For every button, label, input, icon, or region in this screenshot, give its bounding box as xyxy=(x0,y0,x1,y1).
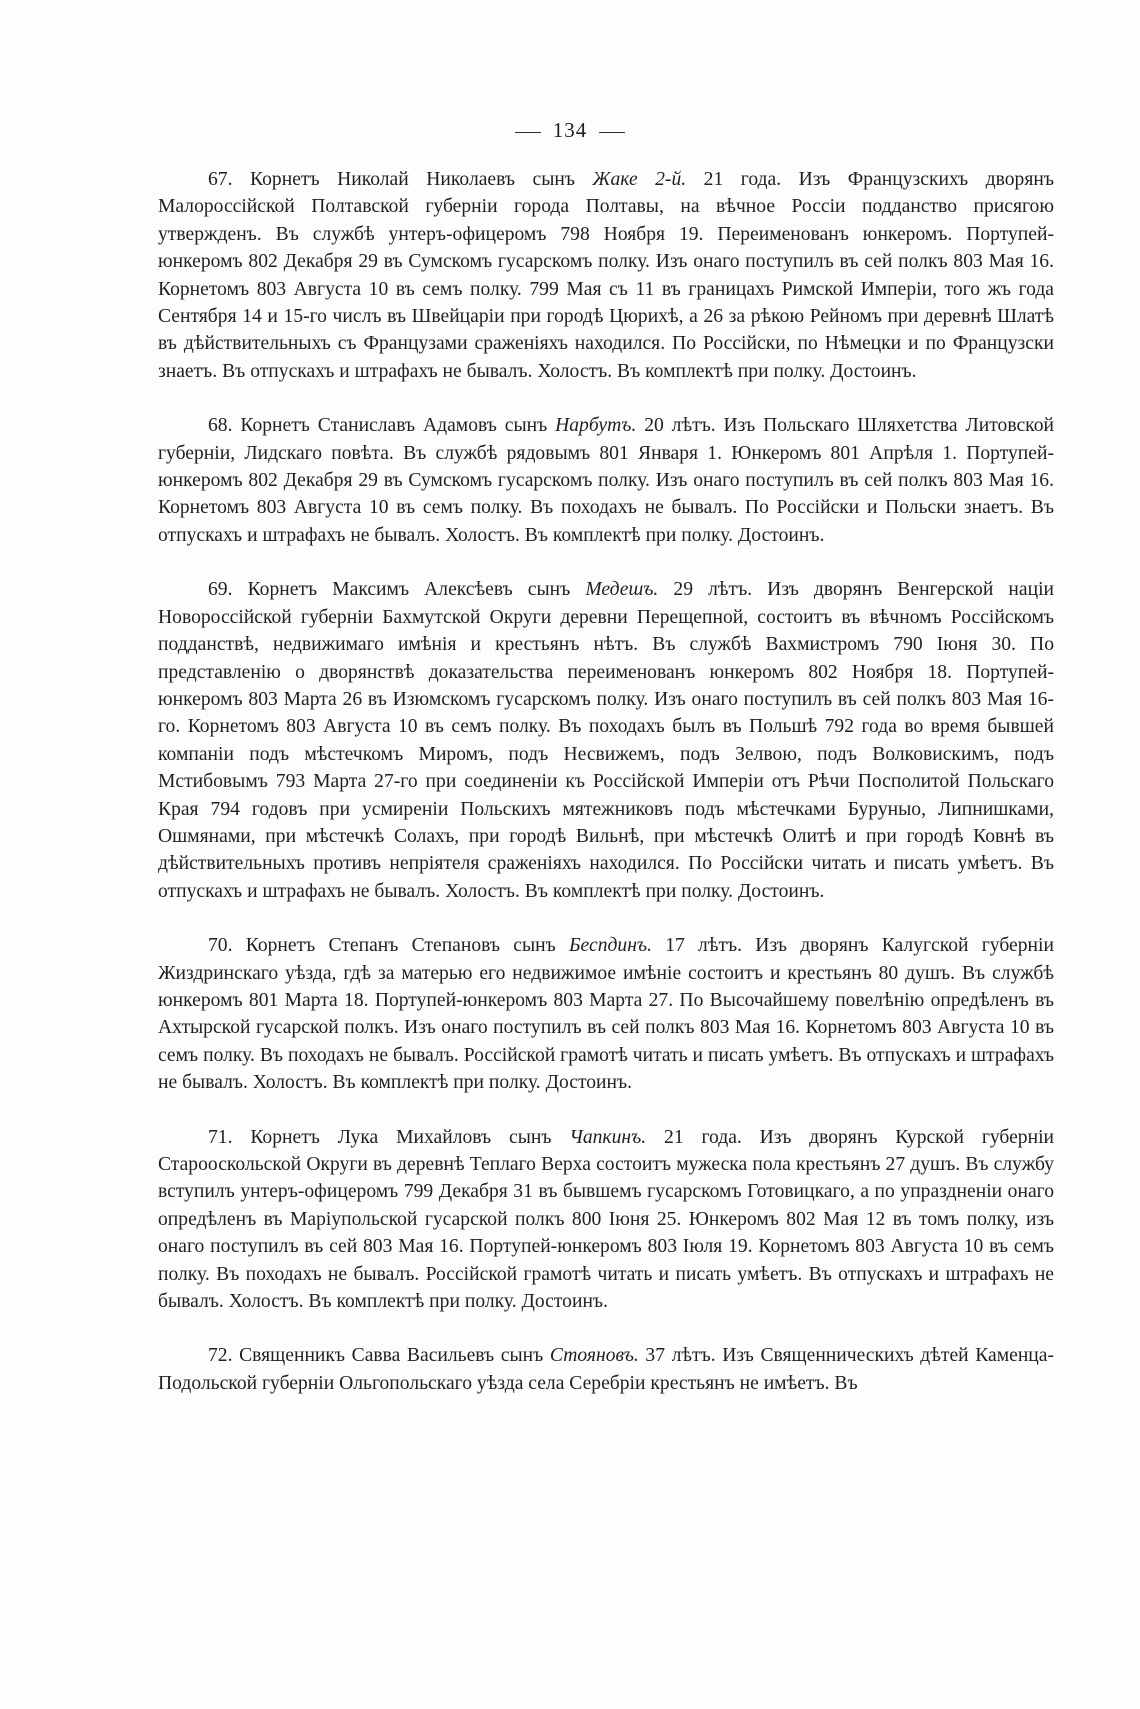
entry-67 xyxy=(158,166,1054,385)
entry-surname: Чапкинъ. xyxy=(569,1126,647,1148)
entry-surname: Жаке 2-й. xyxy=(592,169,687,190)
entry-68 xyxy=(158,412,1054,549)
entry-number: 69. xyxy=(208,579,233,601)
page-number-value: 134 xyxy=(552,118,588,142)
entry-lead: Корнетъ Степанъ Степановъ сынъ xyxy=(245,935,556,957)
entry-72 xyxy=(158,1342,1054,1397)
entry-text: 37 лѣтъ. Изъ Священническихъ дѣтей Каменца-Подольской губерніи Ольгопольскаго уѣзда села Серебріи крестьянъ не имѣетъ. Въ xyxy=(158,1345,1055,1394)
entry-number: 68. xyxy=(208,415,233,437)
dash-left xyxy=(515,132,541,133)
entry-number: 70. xyxy=(208,935,233,957)
entry-text: 17 лѣтъ. Изъ дворянъ Калугской губерніи Жиздринскаго уѣзда, гдѣ за матерью его недвижимое имѣніе состоитъ и крестьянъ 80 душъ. Въ службѣ юнкеромъ 801 Марта 18. Портупей-юнкеромъ 803 Марта 27. По Высочайшему повелѣнію опредѣленъ въ Ахтырской гусарской полкъ. Изъ онаго поступилъ въ сей полкъ 803 Мая 16. Корнетомъ 803 Августа 10 въ семъ полку. Въ походахъ не бывалъ. Россійской грамотѣ читать и писать умѣетъ. Въ отпускахъ и штрафахъ не бывалъ. Холостъ. Въ комплектѣ при полку. Достоинъ. xyxy=(158,935,1054,1094)
entry-lead: Корнетъ Максимъ Алексѣевъ сынъ xyxy=(247,579,571,601)
entry-text: 29 лѣтъ. Изъ дворянъ Венгерской націи Новороссійской губерніи Бахмутской Округи деревни Перещепной, состоитъ въ вѣчномъ Россійскомъ подданствѣ, недвижимаго имѣнія и крестьянъ нѣтъ. Въ службѣ Вахмистромъ 790 Іюня 30. По представленію о дворянствѣ доказательства переименованъ юнкеромъ 802 Ноября 18. Портупей-юнкеромъ 803 Марта 26 въ Изюмскомъ гусарскомъ полку. Изъ онаго поступилъ въ сей полкъ 803 Мая 16-го. Корнетомъ 803 Августа 10 въ семъ полку. Въ походахъ былъ въ Польшѣ 792 года во время бывшей компаніи подъ мѣстечкомъ Миромъ, подъ Несвижемъ, подъ Зелвою, подъ Волковискимъ, подъ Мстибовымъ 793 Марта 27-го при соединеніи къ Россійской Имперіи отъ Рѣчи Посполитой Польскаго Края 794 годовъ при усмиреніи Польскихъ мятежниковъ подъ мѣстечками Буруныо, Липнишками, Ошмянами, при мѣстечкѣ Солахъ, при городѣ Вильнѣ, при мѣстечкѣ Олитѣ и при городѣ Ковнѣ въ дѣйствительныхъ противъ непріятеля сраженіяхъ находился. По Россійски читать и писать умѣетъ. Въ отпускахъ и штрафахъ не бывалъ. Холостъ. Въ комплектѣ при полку. Достоинъ. xyxy=(158,579,1055,902)
entry-surname: Стояновъ. xyxy=(549,1345,639,1367)
page-number xyxy=(0,118,1140,143)
entry-lead: Корнетъ Станиславъ Адамовъ сынъ xyxy=(240,415,548,437)
entry-lead: Корнетъ Николай Николаевъ сынъ xyxy=(250,169,575,190)
dash-right xyxy=(599,132,625,133)
entry-69 xyxy=(158,576,1054,905)
entry-surname: Медешъ. xyxy=(585,579,659,601)
entry-lead: Священникъ Савва Васильевъ сынъ xyxy=(239,1345,544,1367)
text-column xyxy=(158,166,1054,1424)
entry-71 xyxy=(158,1124,1054,1316)
entry-number: 71. xyxy=(208,1126,233,1148)
entry-text: 21 года. Изъ Французскихъ дворянъ Малороссійской Полтавской губерніи города Полтавы, на вѣчное Россіи подданство присягою утвержденъ. Въ службѣ унтеръ-офицеромъ 798 Ноября 19. Переименованъ юнкеромъ. Портупей-юнкеромъ 802 Декабря 29 въ Сумскомъ гусарскомъ полку. Изъ онаго поступилъ въ сей полкъ 803 Мая 16. Корнетомъ 803 Августа 10 въ семъ полку. 799 Мая съ 11 въ границахъ Римской Имперіи, того жъ года Сентября 14 и 15-го числъ въ Швейцаріи при городѣ Цюрихѣ, а 26 за рѣкою Рейномъ при деревнѣ Шлатѣ въ дѣйствительныхъ съ Французами сраженіяхъ находился. По Россійски, по Нѣмецки и по Французски знаетъ. Въ отпускахъ и штрафахъ не бывалъ. Холостъ. Въ комплектѣ при полку. Достоинъ. xyxy=(158,169,1054,382)
entry-number: 67. xyxy=(208,169,233,190)
entry-text: 21 года. Изъ дворянъ Курской губерніи Старооскольской Округи въ деревнѣ Теплаго Верха состоитъ мужеска пола крестьянъ 27 душъ. Въ службу вступилъ унтеръ-офицеромъ 799 Декабря 31 въ бывшемъ гусарскомъ Готовицкаго, а по упраздненіи онаго опредѣленъ въ Маріупольской гусарской полкъ 800 Іюня 25. Юнкеромъ 802 Мая 12 въ томъ полку, изъ онаго поступилъ въ сей 803 Мая 16. Портупей-юнкеромъ 803 Іюля 19. Корнетомъ 803 Августа 10 въ семъ полку. Въ походахъ не бывалъ. Россійской грамотѣ читать и писать умѣетъ. Въ отпускахъ и штрафахъ не бывалъ. Холостъ. Въ комплектѣ при полку. Достоинъ. xyxy=(158,1126,1055,1313)
entry-surname: Беспдинъ. xyxy=(569,935,652,957)
entry-70 xyxy=(158,932,1054,1096)
entry-number: 72. xyxy=(208,1345,233,1367)
entry-text: 20 лѣтъ. Изъ Польскаго Шляхетства Литовской губерніи, Лидскаго повѣта. Въ службѣ рядовымъ 801 Января 1. Юнкеромъ 801 Апрѣля 1. Портупей-юнкеромъ 802 Декабря 29 въ Сумскомъ гусарскомъ полку. Изъ онаго поступилъ въ сей полкъ 803 Мая 16. Корнетомъ 803 Августа 10 въ семъ полку. Въ походахъ не бывалъ. По Россійски и Польски знаетъ. Въ отпускахъ и штрафахъ не бывалъ. Холостъ. Въ комплектѣ при полку. Достоинъ. xyxy=(158,415,1054,546)
entry-lead: Корнетъ Лука Михайловъ сынъ xyxy=(250,1126,552,1148)
entry-surname: Нарбутъ. xyxy=(555,415,637,437)
